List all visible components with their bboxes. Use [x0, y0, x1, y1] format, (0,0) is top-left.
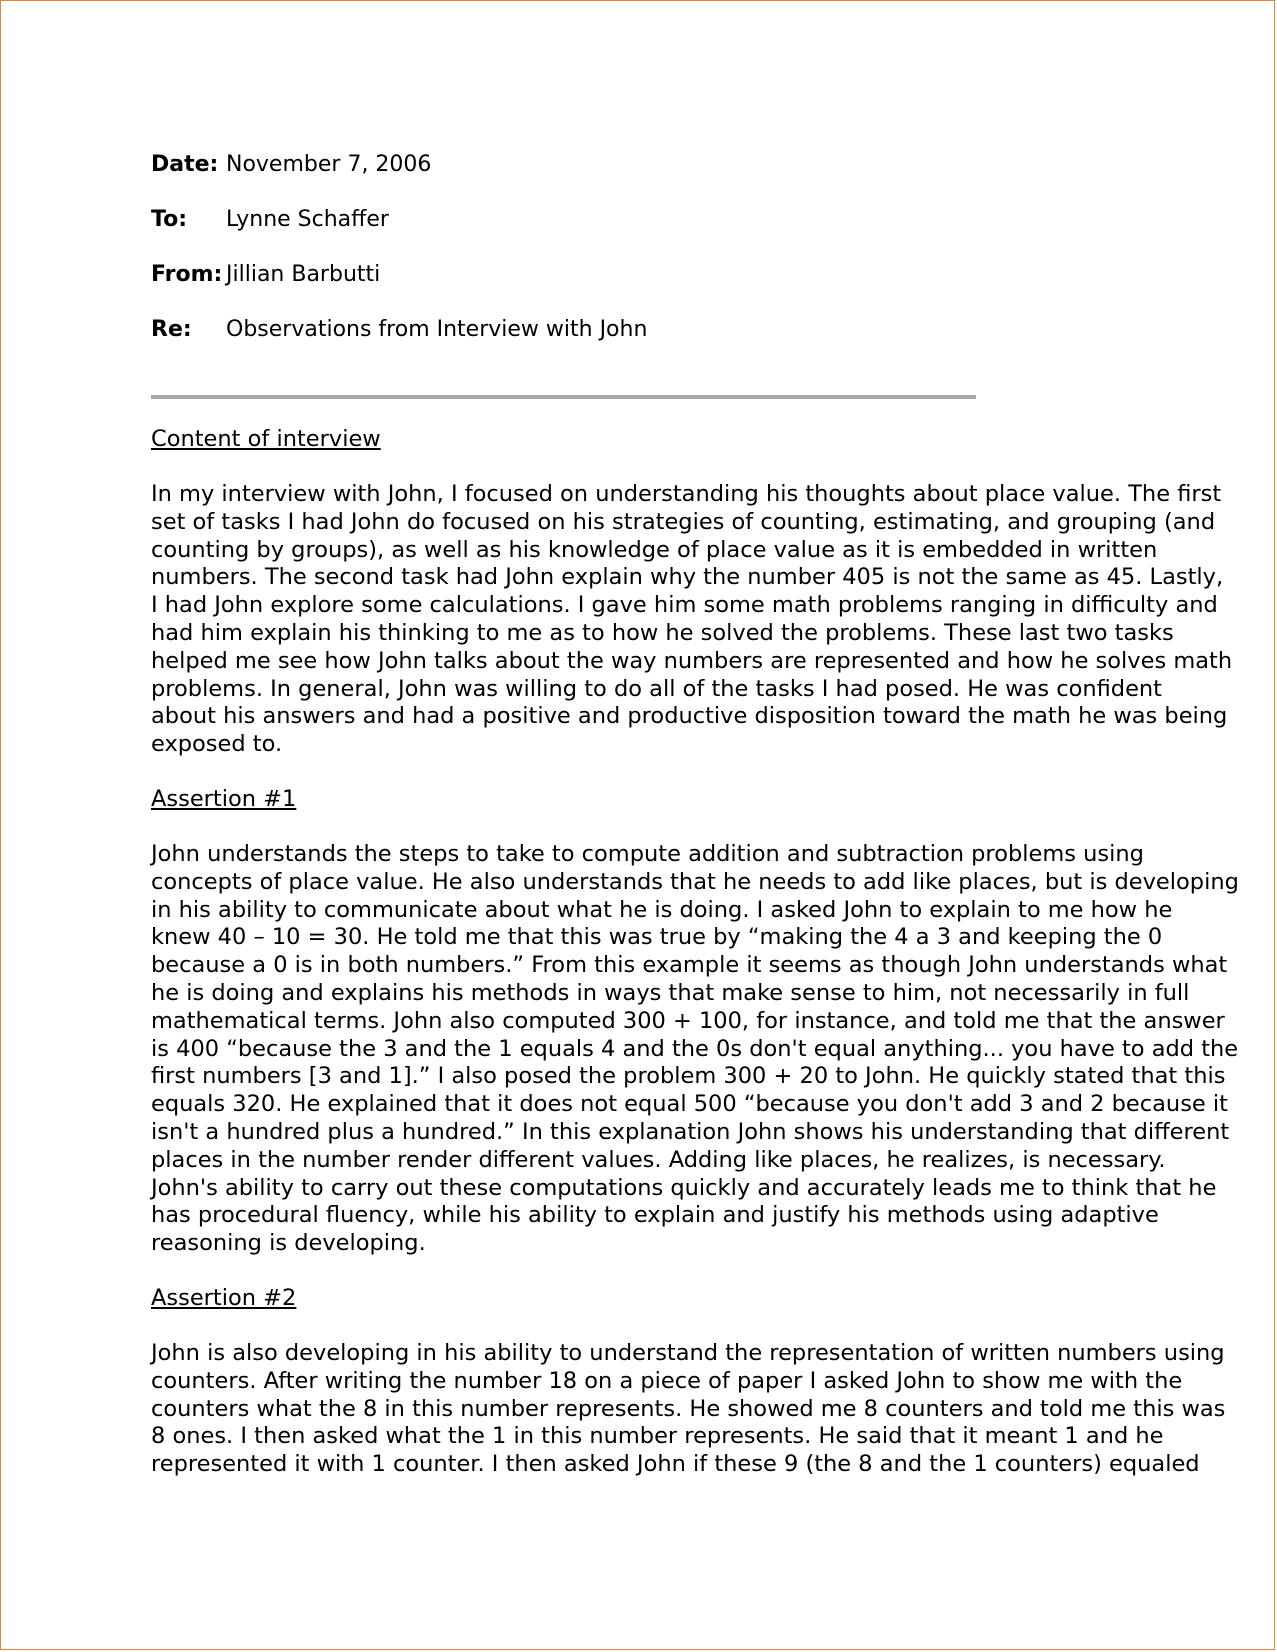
paragraph-line: knew 40 – 10 = 30. He told me that this was true by “making the 4 a 3 and keeping the 0	[151, 924, 1163, 951]
paragraph-line: helped me see how John talks about the way numbers are represented and how he solves math	[151, 647, 1233, 674]
memo-header	[151, 150, 1151, 370]
paragraph-line: had him explain his thinking to me as to how he solved the problems. These last two tasks	[151, 619, 1174, 646]
paragraph-line: is 400 “because the 3 and the 1 equals 4 and the 0s don't equal anything... you have to add the	[151, 1035, 1239, 1062]
re-value: Observations from Interview with John	[226, 317, 648, 342]
section-heading-assertion-1: Assertion #1	[151, 785, 297, 812]
section-heading-content-of-interview: Content of interview	[151, 426, 381, 452]
date-label: Date:	[151, 152, 219, 177]
section-paragraph	[151, 840, 1239, 1258]
paragraph-line: set of tasks I had John do focused on his strategies of counting, estimating, and grouping (and	[151, 508, 1216, 535]
paragraph-line: I had John explore some calculations. I gave him some math problems ranging in difficulty and	[151, 592, 1218, 619]
paragraph-line: exposed to.	[151, 731, 283, 758]
memo-from-row	[151, 260, 1151, 290]
paragraph-line: reasoning is developing.	[151, 1230, 426, 1257]
paragraph-line: isn't a hundred plus a hundred.” In this explanation John shows his understanding that different	[151, 1118, 1230, 1145]
paragraph-line: about his answers and had a positive and productive disposition toward the math he was being	[151, 703, 1228, 730]
memo-body	[151, 426, 1239, 1506]
from-label: From:	[151, 262, 223, 287]
section-paragraph	[151, 481, 1233, 759]
to-value: Lynne Schaffer	[226, 207, 389, 232]
paragraph-line: John understands the steps to take to compute addition and subtraction problems using	[151, 840, 1144, 867]
paragraph-line: mathematical terms. John also computed 300 + 100, for instance, and told me that the answer	[151, 1007, 1225, 1034]
header-divider	[151, 395, 976, 399]
paragraph-line: equals 320. He explained that it does not equal 500 “because you don't add 3 and 2 because it	[151, 1091, 1228, 1118]
to-label: To:	[151, 207, 187, 232]
paragraph-line: numbers. The second task had John explain why the number 405 is not the same as 45. Lastly,	[151, 564, 1224, 591]
section-paragraph	[151, 1339, 1226, 1479]
paragraph-line: has procedural fluency, while his ability to explain and justify his methods using adaptive	[151, 1202, 1159, 1229]
paragraph-line: concepts of place value. He also understands that he needs to add like places, but is developing	[151, 868, 1239, 895]
paragraph-line: because a 0 is in both numbers.” From this example it seems as though John understands what	[151, 952, 1228, 979]
paragraph-line: John's ability to carry out these computations quickly and accurately leads me to think that he	[151, 1174, 1217, 1201]
paragraph-line: John is also developing in his ability to understand the representation of written numbers using	[151, 1339, 1225, 1366]
re-label: Re:	[151, 317, 192, 342]
paragraph-line: first numbers [3 and 1].” I also posed the problem 300 + 20 to John. He quickly stated that this	[151, 1063, 1226, 1090]
paragraph-line: places in the number render different values. Adding like places, he realizes, is necessary.	[151, 1146, 1166, 1173]
paragraph-line: counting by groups), as well as his knowledge of place value as it is embedded in written	[151, 536, 1158, 563]
memo-to-row	[151, 205, 1151, 235]
paragraph-line: 8 ones. I then asked what the 1 in this number represents. He said that it meant 1 and he	[151, 1423, 1164, 1450]
paragraph-line: counters. After writing the number 18 on a piece of paper I asked John to show me with the	[151, 1367, 1183, 1394]
date-value: November 7, 2006	[226, 152, 432, 177]
from-value: Jillian Barbutti	[226, 262, 381, 287]
memo-re-row	[151, 315, 1151, 345]
paragraph-line: he is doing and explains his methods in ways that make sense to him, not necessarily in full	[151, 979, 1190, 1006]
paragraph-line: problems. In general, John was willing to do all of the tasks I had posed. He was confident	[151, 675, 1162, 702]
paragraph-line: represented it with 1 counter. I then asked John if these 9 (the 8 and the 1 counters) equaled	[151, 1451, 1200, 1478]
paragraph-line: In my interview with John, I focused on understanding his thoughts about place value. The first	[151, 481, 1222, 507]
memo-date-row	[151, 150, 1151, 180]
paragraph-line: in his ability to communicate about what he is doing. I asked John to explain to me how he	[151, 896, 1173, 923]
section-heading-assertion-2: Assertion #2	[151, 1284, 297, 1311]
paragraph-line: counters what the 8 in this number represents. He showed me 8 counters and told me this was	[151, 1395, 1226, 1422]
